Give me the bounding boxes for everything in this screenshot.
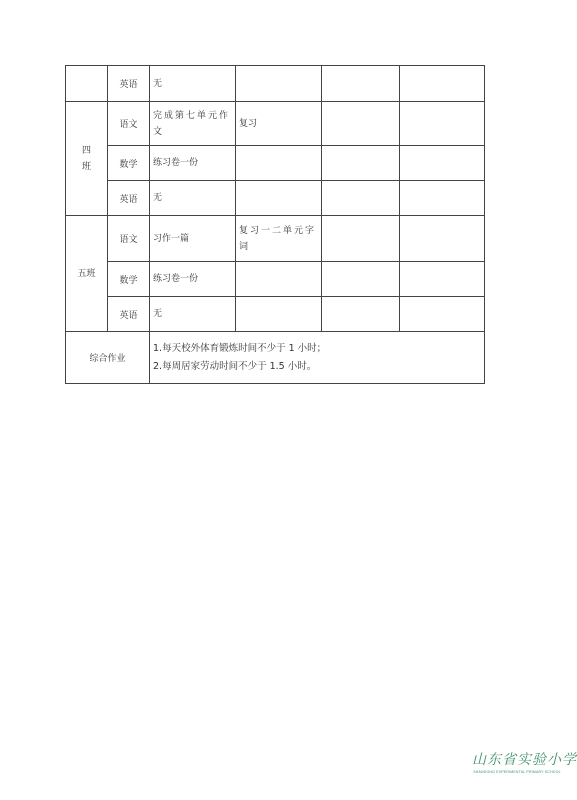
empty-cell: [322, 66, 400, 102]
summary-line: 2.每周居家劳动时间不少于 1.5 小时。: [153, 360, 317, 372]
empty-cell: [322, 181, 400, 216]
summary-label: 综合作业: [66, 332, 150, 384]
table-row: [66, 146, 485, 181]
table-row: [66, 332, 485, 384]
empty-cell: [400, 181, 485, 216]
subject-cell: 数学: [108, 262, 150, 297]
class-cell-continued: [66, 66, 108, 102]
homework-cell: 完成第七单元作文: [150, 102, 236, 146]
table-row: [66, 297, 485, 332]
table-row: [66, 66, 485, 102]
empty-cell: [322, 146, 400, 181]
empty-cell: [400, 102, 485, 146]
logo-name-cn: 山东省实验小学: [472, 752, 577, 768]
empty-cell: [400, 262, 485, 297]
empty-cell: [400, 146, 485, 181]
subject-cell: 语文: [108, 102, 150, 146]
extra-cell: 复习一二单元字词: [236, 216, 322, 262]
subject-cell: 英语: [108, 297, 150, 332]
homework-cell: 无: [150, 181, 236, 216]
subject-cell: 数学: [108, 146, 150, 181]
homework-cell: 无: [150, 297, 236, 332]
class-label-5: 五班: [66, 216, 108, 332]
empty-cell: [322, 262, 400, 297]
table-row: [66, 216, 485, 262]
homework-cell: 习作一篇: [150, 216, 236, 262]
empty-cell: [400, 297, 485, 332]
subject-cell: 英语: [108, 181, 150, 216]
class-label-4: [66, 102, 108, 216]
homework-cell: 无: [150, 66, 236, 102]
subject-cell: 英语: [108, 66, 150, 102]
table-row: [66, 181, 485, 216]
homework-table: [65, 65, 485, 384]
empty-cell: [236, 146, 322, 181]
empty-cell: [236, 262, 322, 297]
table-row: [66, 262, 485, 297]
empty-cell: [322, 297, 400, 332]
empty-cell: [236, 181, 322, 216]
logo-name-en: SHANDONG EXPERIMENTAL PRIMARY SCHOOL: [473, 770, 561, 774]
empty-cell: [236, 297, 322, 332]
homework-cell: 练习卷一份: [150, 146, 236, 181]
empty-cell: [400, 216, 485, 262]
summary-content: [150, 332, 485, 384]
table-row: [66, 102, 485, 146]
school-logo: [472, 749, 577, 774]
subject-cell: 语文: [108, 216, 150, 262]
extra-cell: 复习: [236, 102, 322, 146]
class-label-line: 班: [81, 161, 91, 172]
summary-line: 1.每天校外体育锻炼时间不少于 1 小时；: [153, 342, 327, 354]
empty-cell: [322, 216, 400, 262]
empty-cell: [236, 66, 322, 102]
homework-cell: 练习卷一份: [150, 262, 236, 297]
class-label-line: 四: [81, 145, 91, 156]
empty-cell: [322, 102, 400, 146]
empty-cell: [400, 66, 485, 102]
